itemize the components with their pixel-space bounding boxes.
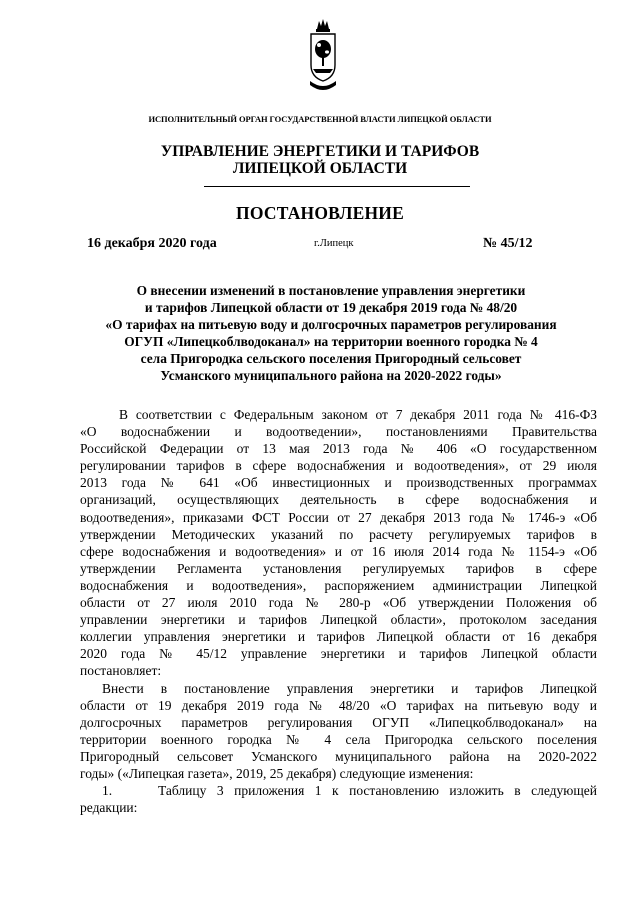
text-line: «О водоснабжении и водоотведении», постановлениями Правительства (80, 424, 597, 440)
paragraph-preamble (80, 406, 597, 680)
text-line: редакции: (80, 800, 138, 816)
subject-line: ОГУП «Липецкоблводоканал» на территории военного городка № 4 (124, 334, 538, 349)
authority-name: ИСПОЛНИТЕЛЬНЫЙ ОРГАН ГОСУДАРСТВЕННОЙ ВЛАСТИ ЛИПЕЦКОЙ ОБЛАСТИ (148, 114, 492, 124)
document-body (80, 406, 597, 816)
text-line: 2013 года № 641 «Об инвестиционных и производственных программах (80, 475, 597, 491)
text-line: Российской Федерации от 13 мая 2013 года № 406 «О государственном (80, 441, 597, 457)
list-item-text: Таблицу 3 приложения 1 к постановлению изложить в следующей (158, 783, 597, 799)
text-line: долгосрочных параметров регулирования ОГУП «Липецкоблводоканал» на (80, 714, 597, 730)
document-date: 16 декабря 2020 года (87, 236, 217, 251)
subject-line: Усманского муниципального района на 2020-2022 годы» (160, 368, 502, 383)
list-item (80, 782, 597, 816)
text-line: регулировании тарифов в сфере водоснабжения и водоотведения», от 29 июля (80, 458, 597, 474)
text-line: водоснабжения и водоотведения», распоряжением администрации Липецкой (80, 577, 597, 593)
department-title (0, 143, 640, 177)
document-number: № 45/12 (483, 236, 533, 251)
text-line: утверждении Методических указаний по расчету регулируемых тарифов в (80, 526, 597, 542)
coat-of-arms-icon (308, 17, 338, 97)
text-line: области от 19 декабря 2019 года № 48/20 «О тарифах на питьевую воду и (80, 697, 597, 713)
document-type: ПОСТАНОВЛЕНИЕ (236, 203, 404, 223)
text-line: коллегии управления энергетики и тарифов Липецкой области от 16 декабря (80, 629, 597, 645)
list-item-number: 1. (102, 783, 113, 799)
text-line: годы» («Липецкая газета», 2019, 25 декабря) следующие изменения: (80, 765, 474, 781)
list-item-line (80, 782, 597, 799)
department-line-2: ЛИПЕЦКОЙ ОБЛАСТИ (232, 160, 408, 177)
text-line: водоотведения», приказами ФСТ России от 27 декабря 2013 года № 1746-э «Об (80, 509, 597, 525)
text-line: управлении энергетики и тарифов Липецкой области», протоколом заседания (80, 612, 597, 628)
text-line: утверждении Регламента установления регулируемых тарифов в сфере (80, 560, 597, 576)
subject-line: «О тарифах на питьевую воду и долгосрочных параметров регулирования (105, 317, 557, 332)
header-divider (204, 186, 470, 187)
text-line: области от 27 июля 2010 года № 280-р «Об утверждении Положения об (80, 595, 597, 611)
department-line-1: УПРАВЛЕНИЕ ЭНЕРГЕТИКИ И ТАРИФОВ (160, 143, 480, 160)
text-line: Пригородный сельсовет Усманского муниципального района на 2020-2022 (80, 748, 597, 764)
text-line: постановляет: (80, 663, 162, 679)
text-line: организаций, осуществляющих деятельность в сфере водоснабжения и (80, 492, 597, 508)
subject-line: села Пригородка сельского поселения Пригородный сельсовет (140, 351, 522, 366)
subject-line: и тарифов Липецкой области от 19 декабря 2019 года № 48/20 (144, 300, 518, 315)
text-line: сфере водоснабжения и водоотведения» и от 16 июля 2014 года № 1154-э «Об (80, 543, 597, 559)
text-line: Внести в постановление управления энергетики и тарифов Липецкой (102, 680, 597, 696)
text-line: В соответствии с Федеральным законом от 7 декабря 2011 года № 416-ФЗ (119, 407, 597, 422)
document-city: г.Липецк (314, 238, 354, 249)
document-subject (66, 282, 596, 384)
paragraph-amendment (80, 680, 597, 783)
subject-line: О внесении изменений в постановление управления энергетики (136, 283, 526, 298)
text-line: 2020 года № 45/12 управление энергетики и тарифов Липецкой области (80, 646, 597, 662)
text-line: территории военного городка № 4 села Пригородка сельского поселения (80, 731, 597, 747)
